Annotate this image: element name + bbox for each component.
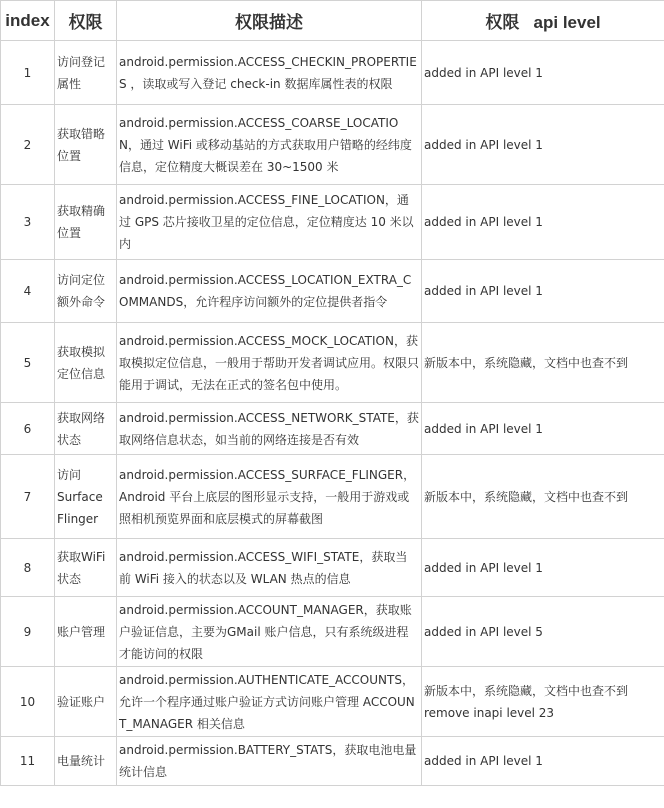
api-level-line: added in API level 1 xyxy=(424,421,543,436)
row-permission-description: android.permission.ACCESS_NETWORK_STATE，获取网络信息状态，如当前的网络连接是否有效 xyxy=(117,403,422,455)
row-permission-name: 电量统计 xyxy=(55,737,117,786)
api-level-line: added in API level 1 xyxy=(424,137,543,152)
row-permission-description: android.permission.ACCESS_MOCK_LOCATION，获取模拟定位信息，一般用于帮助开发者调试应用。权限只能用于调试，无法在正式的签名包中使用。 xyxy=(117,323,422,403)
row-index: 4 xyxy=(1,260,55,323)
api-level-line: 新版本中，系统隐藏，文档中也查不到 xyxy=(424,683,629,698)
row-permission-description: android.permission.ACCESS_WIFI_STATE，获取当前 WiFi 接入的状态以及 WLAN 热点的信息 xyxy=(117,539,422,597)
table-row xyxy=(1,185,664,260)
table-row xyxy=(1,105,664,185)
row-permission-name: 访问定位额外命令 xyxy=(55,260,117,323)
row-index: 1 xyxy=(1,41,55,105)
row-permission-name: 验证账户 xyxy=(55,667,117,737)
row-permission-name: 账户管理 xyxy=(55,597,117,667)
row-permission-description: android.permission.ACCESS_CHECKIN_PROPERTIES ，读取或写入登记 check-in 数据库属性表的权限 xyxy=(117,41,422,105)
row-api-level xyxy=(422,597,664,667)
row-api-level xyxy=(422,323,664,403)
row-index: 8 xyxy=(1,539,55,597)
table-row xyxy=(1,667,664,737)
table-row xyxy=(1,597,664,667)
api-level-line: added in API level 1 xyxy=(424,754,543,768)
row-permission-name: 访问登记属性 xyxy=(55,41,117,105)
row-permission-description: android.permission.ACCESS_SURFACE_FLINGER，Android 平台上底层的图形显示支持，一般用于游戏或照相机预览界面和底层模式的屏幕截图 xyxy=(117,455,422,539)
row-permission-name: 获取错略位置 xyxy=(55,105,117,185)
table-row xyxy=(1,455,664,539)
row-index: 6 xyxy=(1,403,55,455)
row-permission-name: 获取精确位置 xyxy=(55,185,117,260)
row-permission-name: 访问 Surface Flinger xyxy=(55,455,117,539)
row-api-level xyxy=(422,455,664,539)
table-row xyxy=(1,737,664,786)
row-index: 11 xyxy=(1,737,55,786)
table-row xyxy=(1,539,664,597)
row-index: 7 xyxy=(1,455,55,539)
row-index: 2 xyxy=(1,105,55,185)
row-api-level xyxy=(422,260,664,323)
row-api-level xyxy=(422,737,664,786)
table-row xyxy=(1,260,664,323)
row-api-level xyxy=(422,403,664,455)
table-body xyxy=(1,41,664,786)
api-level-line: added in API level 1 xyxy=(424,65,543,80)
table-header-row xyxy=(1,1,664,41)
row-api-level xyxy=(422,41,664,105)
api-level-line: added in API level 5 xyxy=(424,624,543,639)
api-level-line: added in API level 1 xyxy=(424,215,543,229)
row-api-level xyxy=(422,539,664,597)
row-permission-description: android.permission.ACCESS_LOCATION_EXTRA_COMMANDS，允许程序访问额外的定位提供者指令 xyxy=(117,260,422,323)
header-description: 权限描述 xyxy=(117,1,422,41)
table-row xyxy=(1,323,664,403)
api-level-line: 新版本中，系统隐藏，文档中也查不到 xyxy=(424,489,629,504)
header-index: index xyxy=(1,1,55,41)
row-index: 10 xyxy=(1,667,55,737)
row-api-level xyxy=(422,667,664,737)
row-permission-description: android.permission.ACCESS_COARSE_LOCATION，通过 WiFi 或移动基站的方式获取用户错略的经纬度信息，定位精度大概误差在 30~1500 米 xyxy=(117,105,422,185)
api-level-line: added in API level 1 xyxy=(424,284,543,298)
row-index: 3 xyxy=(1,185,55,260)
row-api-level xyxy=(422,105,664,185)
row-permission-description: android.permission.ACCOUNT_MANAGER，获取账户验证信息，主要为GMail 账户信息，只有系统级进程才能访问的权限 xyxy=(117,597,422,667)
header-permission: 权限 xyxy=(55,1,117,41)
header-api-level: 权限 api level xyxy=(422,1,664,41)
row-permission-name: 获取网络状态 xyxy=(55,403,117,455)
row-permission-description: android.permission.ACCESS_FINE_LOCATION，通过 GPS 芯片接收卫星的定位信息，定位精度达 10 米以内 xyxy=(117,185,422,260)
api-level-line: remove inapi level 23 xyxy=(424,705,555,720)
table-row xyxy=(1,41,664,105)
row-permission-description: android.permission.BATTERY_STATS，获取电池电量统计信息 xyxy=(117,737,422,786)
row-index: 9 xyxy=(1,597,55,667)
table-row xyxy=(1,403,664,455)
row-permission-description: android.permission.AUTHENTICATE_ACCOUNTS，允许一个程序通过账户验证方式访问账户管理 ACCOUNT_MANAGER 相关信息 xyxy=(117,667,422,737)
api-level-line: 新版本中，系统隐藏，文档中也查不到 xyxy=(424,355,629,370)
row-permission-name: 获取模拟定位信息 xyxy=(55,323,117,403)
row-api-level xyxy=(422,185,664,260)
api-level-line: added in API level 1 xyxy=(424,560,543,575)
row-index: 5 xyxy=(1,323,55,403)
row-permission-name: 获取WiFi状态 xyxy=(55,539,117,597)
